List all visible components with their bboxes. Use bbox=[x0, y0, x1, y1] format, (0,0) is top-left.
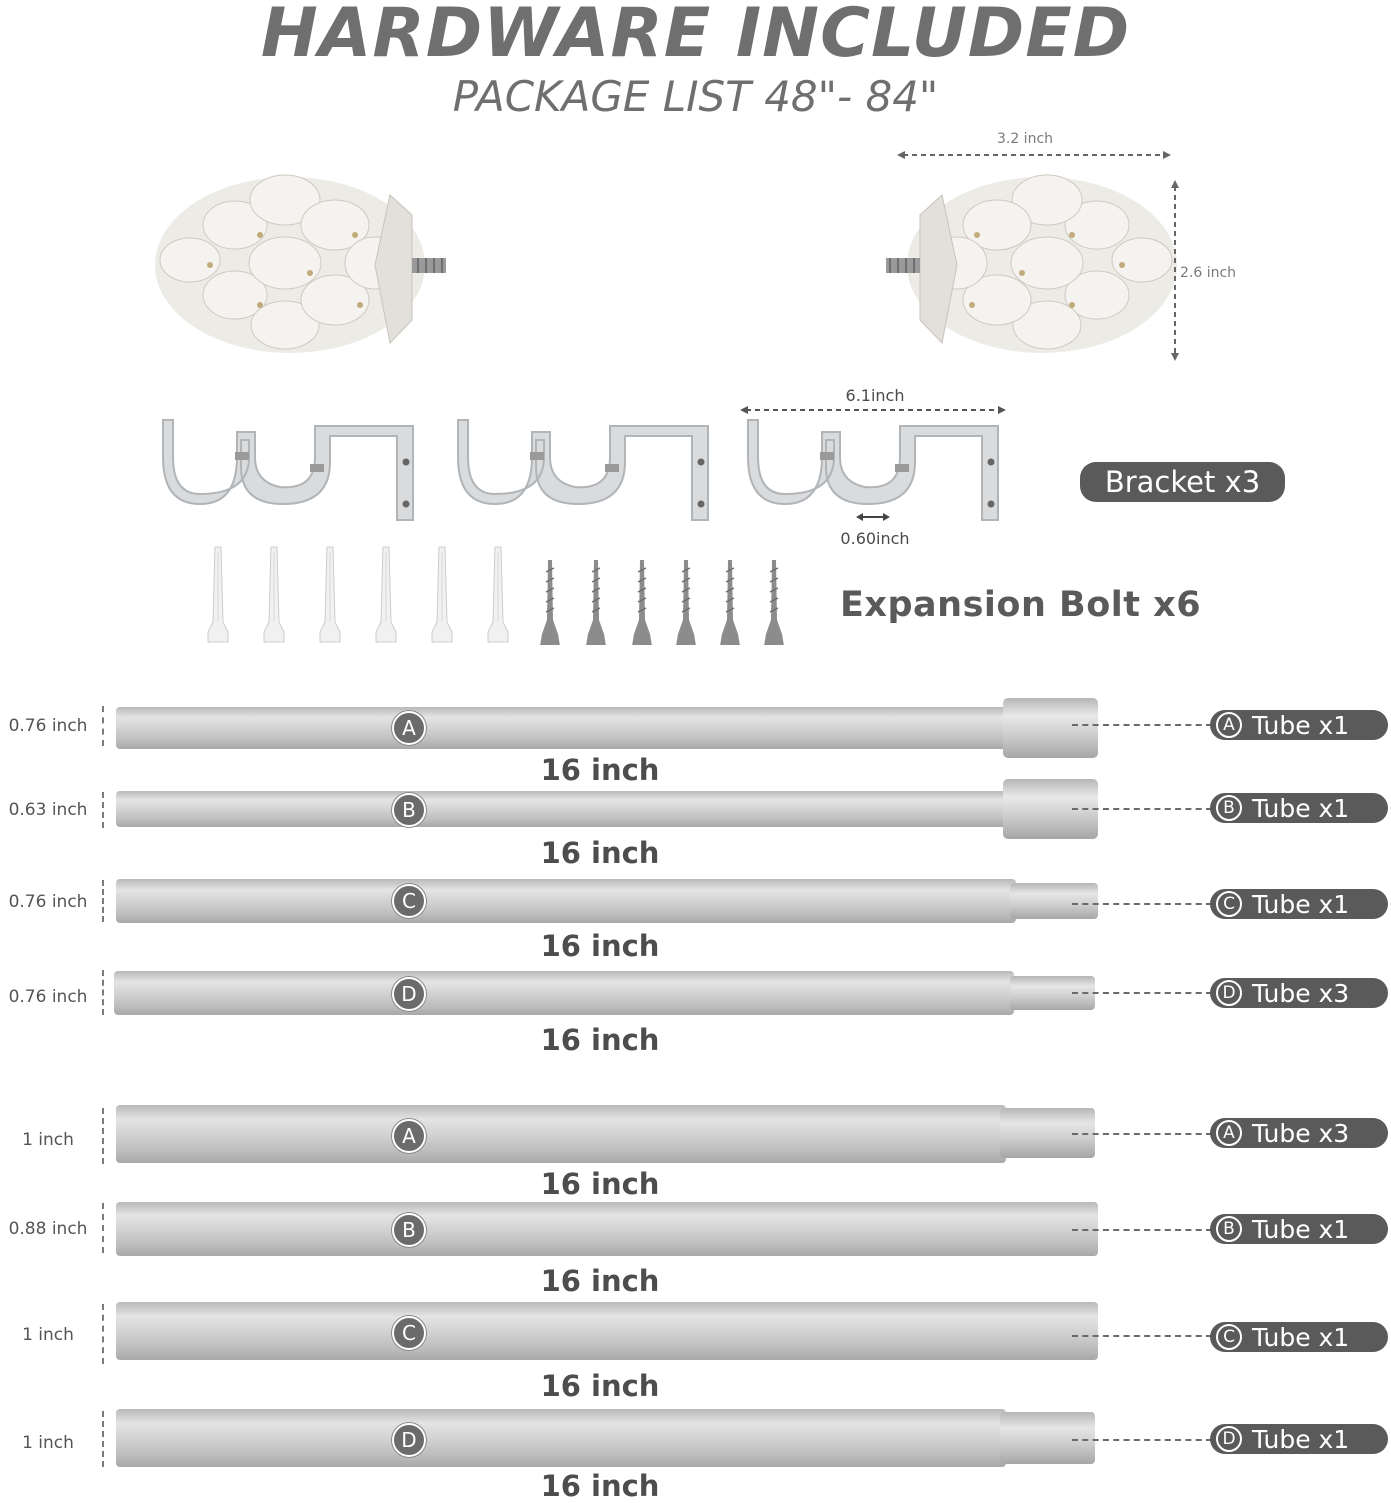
tube-diameter-label: 0.76 inch bbox=[8, 987, 88, 1007]
tube-count-badge bbox=[1210, 978, 1388, 1008]
tube-length-label: 16 inch bbox=[540, 1369, 660, 1403]
tube-illustration bbox=[116, 707, 1098, 749]
tube-illustration bbox=[116, 1202, 1098, 1256]
tube-tag-text: Tube x1 bbox=[1252, 710, 1350, 740]
finial-width-label: 3.2 inch bbox=[996, 131, 1054, 147]
tube-illustration bbox=[116, 879, 1016, 923]
tube-leader-line bbox=[1072, 903, 1212, 905]
diameter-arrow bbox=[102, 1203, 104, 1253]
tube-diameter-label: 0.63 inch bbox=[8, 800, 88, 820]
tube-letter-badge: D bbox=[392, 977, 426, 1011]
tube-tag-letter: C bbox=[1216, 1324, 1242, 1350]
bracket-count-badge: Bracket x3 bbox=[1080, 462, 1285, 502]
tube-letter-badge: A bbox=[392, 1119, 426, 1153]
tube-illustration bbox=[116, 1105, 1006, 1163]
tube-tag-text: Tube x1 bbox=[1252, 793, 1350, 823]
tube-tag-text: Tube x3 bbox=[1252, 978, 1350, 1008]
tube-illustration bbox=[114, 971, 1014, 1015]
expansion-bolt-count-label: Expansion Bolt x6 bbox=[840, 585, 1202, 625]
tube-leader-line bbox=[1072, 808, 1212, 810]
tube-diameter-label: 0.88 inch bbox=[8, 1219, 88, 1239]
tube-length-label: 16 inch bbox=[540, 1023, 660, 1057]
expansion-bolts-illustration bbox=[200, 540, 800, 645]
tube-leader-line bbox=[1072, 1335, 1212, 1337]
tube-tag-text: Tube x1 bbox=[1252, 1424, 1350, 1454]
tube-tag-letter: A bbox=[1216, 1120, 1242, 1146]
tube-illustration bbox=[116, 1302, 1098, 1360]
tube-diameter-label: 0.76 inch bbox=[8, 892, 88, 912]
tube-count-badge bbox=[1210, 1214, 1388, 1244]
tube-length-label: 16 inch bbox=[540, 1469, 660, 1503]
tube-count-badge bbox=[1210, 710, 1388, 740]
tube-end-cap bbox=[1010, 883, 1098, 919]
tube-length-label: 16 inch bbox=[540, 929, 660, 963]
tube-leader-line bbox=[1072, 1439, 1212, 1441]
diameter-arrow bbox=[102, 706, 104, 746]
tube-end-cap bbox=[1003, 698, 1098, 758]
tube-tag-letter: D bbox=[1216, 980, 1242, 1006]
tube-diameter-label: 1 inch bbox=[22, 1433, 74, 1453]
bracket-gap-label: 0.60inch bbox=[840, 529, 910, 548]
tube-tag-text: Tube x1 bbox=[1252, 889, 1350, 919]
tube-tag-text: Tube x1 bbox=[1252, 1214, 1350, 1244]
tube-diameter-label: 1 inch bbox=[22, 1325, 74, 1345]
tube-tag-letter: C bbox=[1216, 891, 1242, 917]
finial-left-illustration bbox=[150, 155, 460, 370]
tube-letter-badge: C bbox=[392, 884, 426, 918]
tube-leader-line bbox=[1072, 724, 1212, 726]
tube-leader-line bbox=[1072, 1229, 1212, 1231]
tube-length-label: 16 inch bbox=[540, 1167, 660, 1201]
tube-tag-text: Tube x1 bbox=[1252, 1322, 1350, 1352]
tube-length-label: 16 inch bbox=[540, 753, 660, 787]
tube-tag-letter: A bbox=[1216, 712, 1242, 738]
finial-right-illustration bbox=[872, 155, 1182, 370]
diameter-arrow bbox=[102, 1108, 104, 1164]
diameter-arrow bbox=[102, 970, 104, 1015]
diameter-arrow bbox=[102, 1411, 104, 1467]
bracket-width-label: 6.1inch bbox=[845, 386, 905, 405]
tube-tag-letter: B bbox=[1216, 1216, 1242, 1242]
tube-letter-badge: C bbox=[392, 1316, 426, 1350]
bracket-gap-arrow bbox=[855, 509, 891, 525]
tube-diameter-label: 1 inch bbox=[22, 1130, 74, 1150]
diameter-arrow bbox=[102, 880, 104, 922]
tube-count-badge bbox=[1210, 1424, 1388, 1454]
tube-letter-badge: B bbox=[392, 1213, 426, 1247]
tube-letter-badge: A bbox=[392, 711, 426, 745]
finial-width-arrow bbox=[895, 145, 1175, 165]
tube-leader-line bbox=[1072, 992, 1212, 994]
tube-diameter-label: 0.76 inch bbox=[8, 716, 88, 736]
tube-letter-badge: D bbox=[392, 1423, 426, 1457]
tube-count-badge bbox=[1210, 793, 1388, 823]
tube-letter-badge: B bbox=[392, 793, 426, 827]
diameter-arrow bbox=[102, 1304, 104, 1364]
tube-illustration bbox=[116, 791, 1098, 827]
tube-end-cap bbox=[1000, 1412, 1095, 1464]
tube-tag-letter: D bbox=[1216, 1426, 1242, 1452]
tube-leader-line bbox=[1072, 1133, 1212, 1135]
diameter-arrow bbox=[102, 792, 104, 828]
tube-length-label: 16 inch bbox=[540, 836, 660, 870]
finial-height-label: 2.6 inch bbox=[1180, 265, 1237, 281]
tube-count-badge bbox=[1210, 1322, 1388, 1352]
tube-count-badge bbox=[1210, 1118, 1388, 1148]
tube-tag-text: Tube x3 bbox=[1252, 1118, 1350, 1148]
page-subtitle: PACKAGE LIST 48"- 84" bbox=[452, 72, 939, 121]
tube-tag-letter: B bbox=[1216, 795, 1242, 821]
tube-length-label: 16 inch bbox=[540, 1264, 660, 1298]
tube-illustration bbox=[116, 1409, 1006, 1467]
page-title: HARDWARE INCLUDED bbox=[260, 0, 1131, 73]
tube-count-badge bbox=[1210, 889, 1388, 919]
